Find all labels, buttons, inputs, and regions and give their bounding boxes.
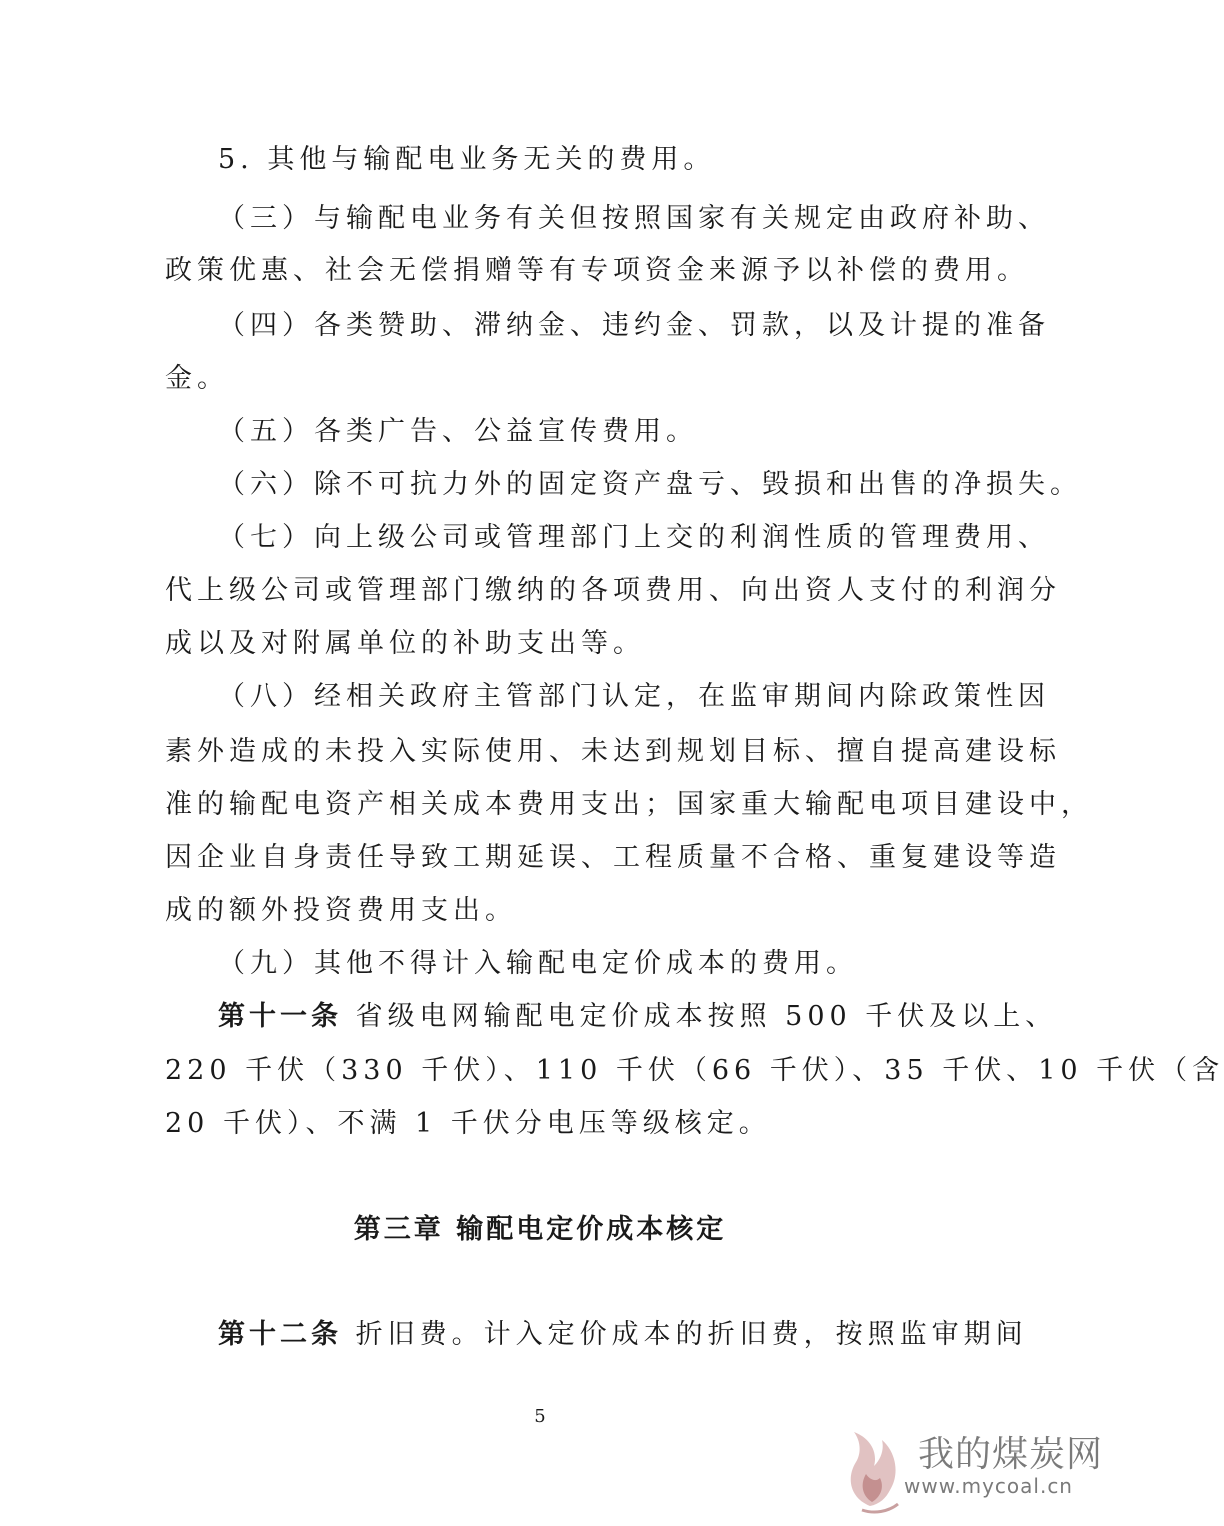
text-line: （六）除不可抗力外的固定资产盘亏、毁损和出售的净损失。 [218,469,1082,500]
text-line: （九）其他不得计入输配电定价成本的费用。 [218,948,858,979]
article-12-line-1 [218,1318,1028,1352]
text-line: 成的额外投资费用支出。 [165,895,517,926]
text-line: （三）与输配电业务有关但按照国家有关规定由政府补助、 [218,203,1050,234]
chapter-title: 第三章 输配电定价成本核定 [353,1214,727,1245]
text-line: （五）各类广告、公益宣传费用。 [218,416,698,447]
text-line: 代上级公司或管理部门缴纳的各项费用、向出资人支付的利润分 [165,575,1061,606]
article-11-text: 省级电网输配电定价成本按照 500 千伏及以上、 [355,1001,1058,1032]
text-line: 素外造成的未投入实际使用、未达到规划目标、擅自提高建设标 [165,736,1061,767]
flame-logo-icon [840,1418,910,1518]
watermark-url: www.mycoal.cn [904,1474,1073,1498]
page-number: 5 [534,1406,546,1427]
watermark-site-name: 我的煤炭网 [918,1434,1104,1475]
text-line: （七）向上级公司或管理部门上交的利润性质的管理费用、 [218,522,1050,553]
article-12-heading: 第十二条 [218,1319,342,1350]
text-line: 因企业自身责任导致工期延误、工程质量不合格、重复建设等造 [165,842,1061,873]
text-line: 金。 [165,363,229,394]
watermark [840,1418,1104,1518]
article-11-line-1 [218,1000,1058,1034]
article-11-line-3: 20 千伏）、不满 1 千伏分电压等级核定。 [165,1108,771,1139]
text-line: 5. 其他与输配电业务无关的费用。 [218,144,716,175]
text-line: 成以及对附属单位的补助支出等。 [165,628,645,659]
text-line: （四）各类赞助、滞纳金、违约金、罚款，以及计提的准备 [218,310,1050,341]
text-line: 准的输配电资产相关成本费用支出；国家重大输配电项目建设中， [165,789,1093,820]
article-11-heading: 第十一条 [218,1001,342,1032]
article-12-text: 折旧费。计入定价成本的折旧费，按照监审期间 [355,1319,1028,1350]
text-line: （八）经相关政府主管部门认定，在监审期间内除政策性因 [218,681,1050,712]
article-11-line-2: 220 千伏（330 千伏）、110 千伏（66 千伏）、35 千伏、10 千伏（含 [165,1055,1224,1086]
text-line: 政策优惠、社会无偿捐赠等有专项资金来源予以补偿的费用。 [165,255,1029,286]
